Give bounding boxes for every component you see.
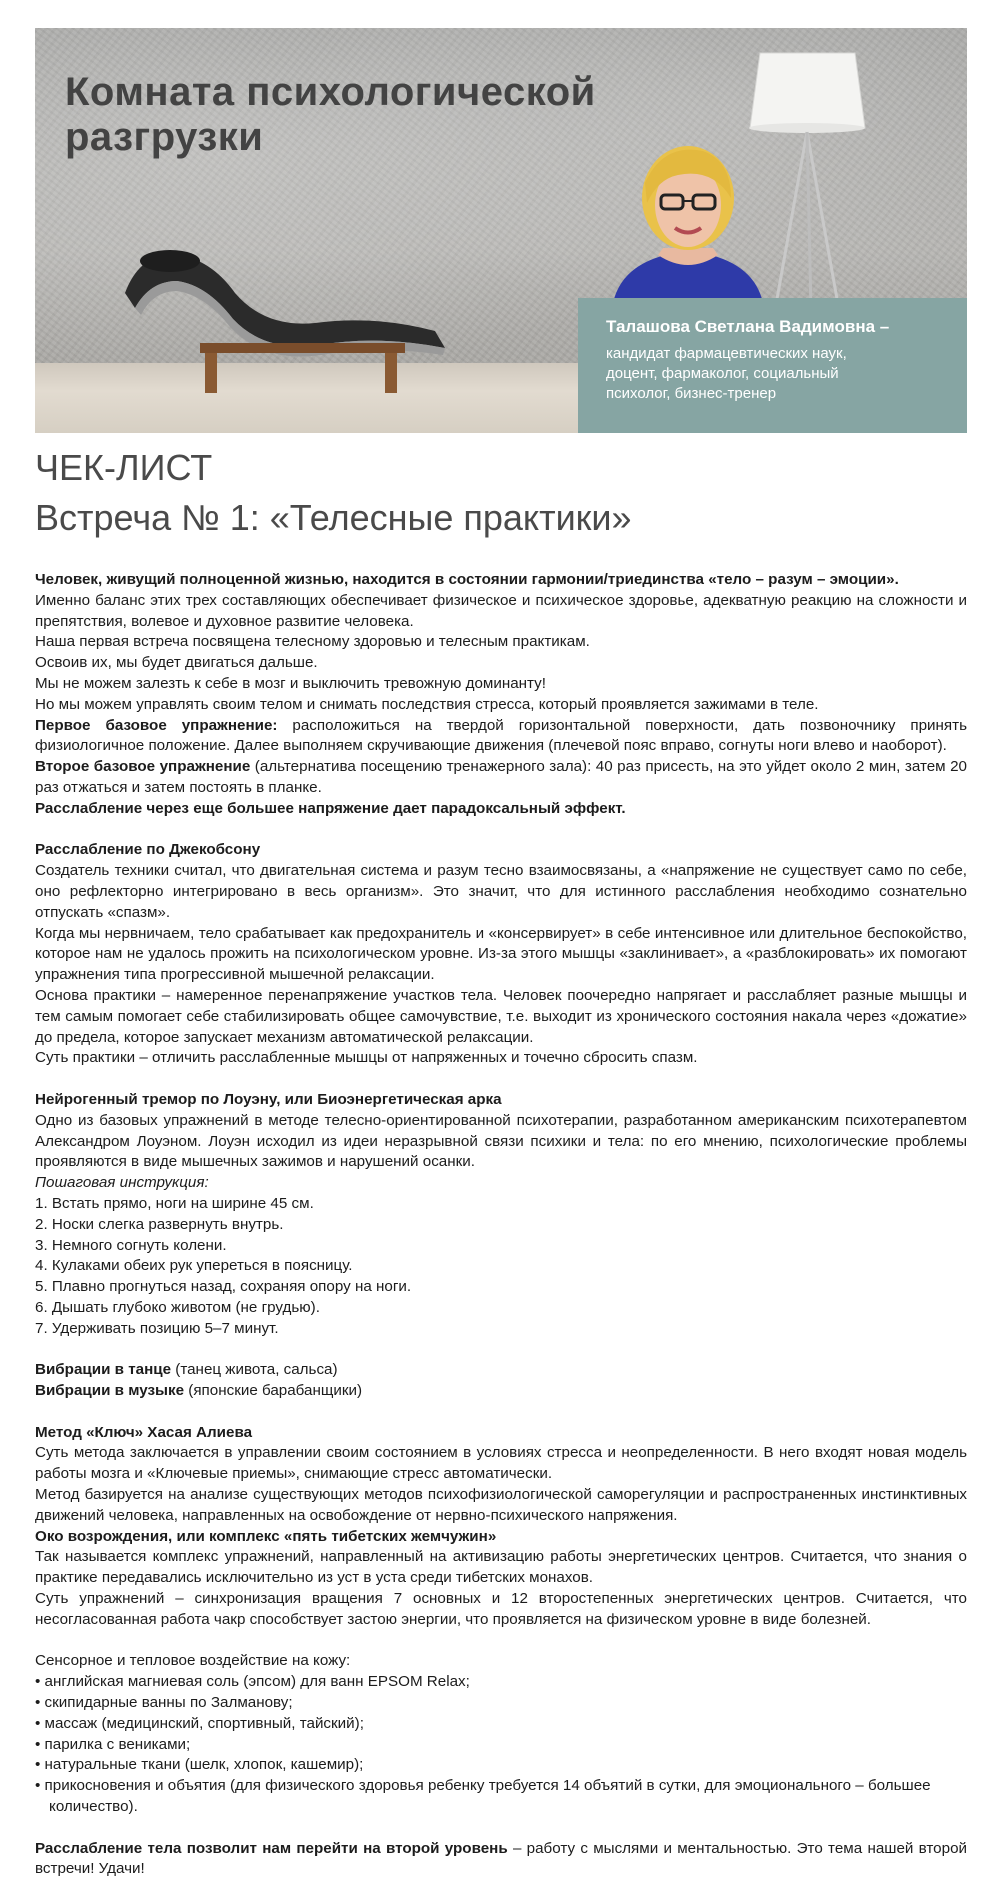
- lowen-step: 2. Носки слегка развернуть внутрь.: [35, 1215, 284, 1233]
- sensory-title: Сенсорное и тепловое воздействие на кожу:: [35, 1652, 351, 1670]
- intro-paragraph: Освоив их, мы будет двигаться дальше.: [35, 654, 318, 672]
- closing-text: – работу с мыслями и ментальностью. Это тема нашей второй встречи! Удачи!: [35, 1839, 968, 1878]
- key-method-paragraph: Метод базируется на анализе существующих методов психофизиологической саморегуляции и распространенных инстинктивных движений человека, направленных на освобождение от нервно-психического напряжения.: [35, 1486, 967, 1524]
- vibration-dance: Вибрации в танце (танец живота, сальса): [35, 1361, 338, 1379]
- lowen-step: 3. Немного согнуть колени.: [35, 1236, 227, 1254]
- lowen-instruction-label: Пошаговая инструкция:: [35, 1174, 209, 1192]
- author-description: [606, 344, 939, 404]
- lowen-step: 1. Встать прямо, ноги на ширине 45 см.: [35, 1194, 314, 1212]
- intro-paragraph: Но мы можем управлять своим телом и снимать последствия стресса, который проявляется зажимами в теле.: [35, 695, 819, 713]
- spacer: [35, 1339, 967, 1360]
- exercise-two: [35, 757, 967, 799]
- intro-paragraph: Наша первая встреча посвящена телесному здоровью и телесным практикам.: [35, 633, 590, 651]
- exercise-one-label: Первое базовое упражнение:: [35, 716, 278, 734]
- author-desc-line1: кандидат фармацевтических наук,: [606, 345, 847, 362]
- checklist-heading: ЧЕК-ЛИСТ: [35, 447, 213, 488]
- tibetan-title: Око возрождения, или комплекс «пять тибетских жемчужин»: [35, 1527, 497, 1545]
- author-info-box: [578, 298, 967, 433]
- exercise-one-text: расположиться на твердой горизонтальной поверхности, дать позвоночнику принять физиологичное положение. Далее выполняем скручивающие движения (плечевой пояс вправо, согнуты ноги влево и наоборот).: [35, 716, 967, 755]
- sensory-item: • английская магниевая соль (эпсом) для ванн EPSOM Relax;: [35, 1673, 470, 1691]
- jacobson-paragraph: Суть практики – отличить расслабленные мышцы от напряженных и точечно сбросить спазм.: [35, 1049, 698, 1067]
- jacobson-paragraph: Создатель техники считал, что двигательная система и разум тесно взаимосвязаны, а «напряжение не существует само по себе, оно рефлекторно интегрировано в весь организм». Это значит, что для истинного расслабления необходимо сознательно отпускать «спазм».: [35, 862, 967, 921]
- sensory-item: • скипидарные ванны по Залманову;: [35, 1694, 293, 1712]
- sensory-item: • натуральные ткани (шелк, хлопок, кашемир);: [35, 1756, 364, 1774]
- chaise-longue-image: [115, 223, 455, 398]
- key-method-title: Метод «Ключ» Хасая Алиева: [35, 1423, 253, 1441]
- meeting-heading: Встреча № 1: «Телесные практики»: [35, 497, 632, 538]
- exercise-one: [35, 716, 967, 758]
- spacer: [35, 820, 967, 841]
- tibetan-paragraph: Так называется комплекс упражнений, направленный на активизацию работы энергетических центров. Считается, что знания о практике передавались исключительно из уст в уста среди тибетских монахов.: [35, 1548, 967, 1587]
- banner: [35, 28, 967, 433]
- intro-lead: Человек, живущий полноценной жизнью, находится в состоянии гармонии/триединства «тело – разум – эмоции».: [35, 571, 899, 588]
- intro-paragraph: Именно баланс этих трех составляющих обеспечивает физическое и психическое здоровье, адекватную реакцию на сложности и препятствия, волевое и духовное развитие человека.: [35, 591, 967, 630]
- exercise-two-text: (альтернатива посещению тренажерного зала): 40 раз присесть, на это уйдет около 2 мин, затем 20 раз отжаться и затем постоять в планке.: [35, 758, 968, 796]
- article-body: [35, 570, 967, 1880]
- author-portrait-image: [603, 143, 773, 303]
- key-method-paragraph: Суть метода заключается в управлении своим состоянием в условиях стресса и неопределенности. В него входят новая модель работы мозга и «Ключевые приемы», снимающие стресс автоматически.: [35, 1444, 967, 1483]
- closing-paragraph: [35, 1839, 967, 1881]
- lowen-paragraph: Одно из базовых упражнений в методе телесно-ориентированной психотерапии, разработанном американским психотерапевтом Александром Лоуэном. Лоуэн исходил из идеи неразрывной связи психики и тела: по его мнению, психологические проблемы проявляются в виде мышечных зажимов и нарушений осанки.: [35, 1111, 967, 1171]
- jacobson-paragraph: Основа практики – намеренное перенапряжение участков тела. Человек поочередно напрягает и расслабляет разные мышцы и тем самым помогает себе стабилизировать общее самочувствие, т.е. выходит из хронического состояния накала через «дожатие» до предела, которое запускает механизм автоматической релаксации.: [35, 986, 967, 1046]
- spacer: [35, 1069, 967, 1090]
- spacer: [35, 1818, 967, 1839]
- jacobson-paragraph: Когда мы нервничаем, тело срабатывает как предохранитель и «консервирует» в себе интенсивное или длительное беспокойство, которое нам не удалось прожить на психологическом уровне. Из-за этого мышцы «заклинивает», а «разблокировать» их помогают упражнения типа прогрессивной мышечной релаксации.: [35, 924, 967, 984]
- closing-bold: Расслабление тела позволит нам перейти на второй уровень: [35, 1839, 508, 1857]
- tibetan-paragraph: Суть упражнений – синхронизация вращения 7 основных и 12 второстепенных энергетических центров. Считается, что несогласованная работа чакр способствует застою энергии, что проявляется на физическом уровне в виде болезней.: [35, 1590, 967, 1628]
- author-name: Талашова Светлана Вадимовна –: [606, 317, 890, 336]
- lowen-step: 6. Дышать глубоко животом (не грудью).: [35, 1298, 320, 1316]
- exercise-two-label: Второе базовое упражнение: [35, 758, 251, 776]
- spacer: [35, 1631, 967, 1652]
- banner-title-line1: Комната психологической: [65, 70, 596, 114]
- sensory-item: • прикосновения и объятия (для физического здоровья ребенку требуется 14 объятий в сутки, для эмоционального – большее количество).: [35, 1777, 931, 1816]
- author-desc-line2: доцент, фармаколог, социальный: [606, 365, 839, 382]
- sensory-item: • парилка с вениками;: [35, 1735, 191, 1753]
- vibration-music: Вибрации в музыке (японские барабанщики): [35, 1382, 363, 1400]
- lowen-title: Нейрогенный тремор по Лоуэну, или Биоэнергетическая арка: [35, 1090, 502, 1108]
- jacobson-title: Расслабление по Джекобсону: [35, 841, 261, 859]
- spacer: [35, 1402, 967, 1423]
- sensory-item: • массаж (медицинский, спортивный, тайский);: [35, 1714, 364, 1732]
- paradox-note: Расслабление через еще большее напряжение дает парадоксальный эффект.: [35, 799, 626, 817]
- author-desc-line3: психолог, бизнес-тренер: [606, 385, 777, 402]
- lowen-step: 7. Удерживать позицию 5–7 минут.: [35, 1319, 279, 1337]
- banner-title-line2: разгрузки: [65, 115, 264, 159]
- intro-paragraph: Мы не можем залезть к себе в мозг и выключить тревожную доминанту!: [35, 674, 546, 692]
- lowen-step: 4. Кулаками обеих рук упереться в поясницу.: [35, 1257, 353, 1275]
- lowen-step: 5. Плавно прогнуться назад, сохраняя опору на ноги.: [35, 1278, 412, 1296]
